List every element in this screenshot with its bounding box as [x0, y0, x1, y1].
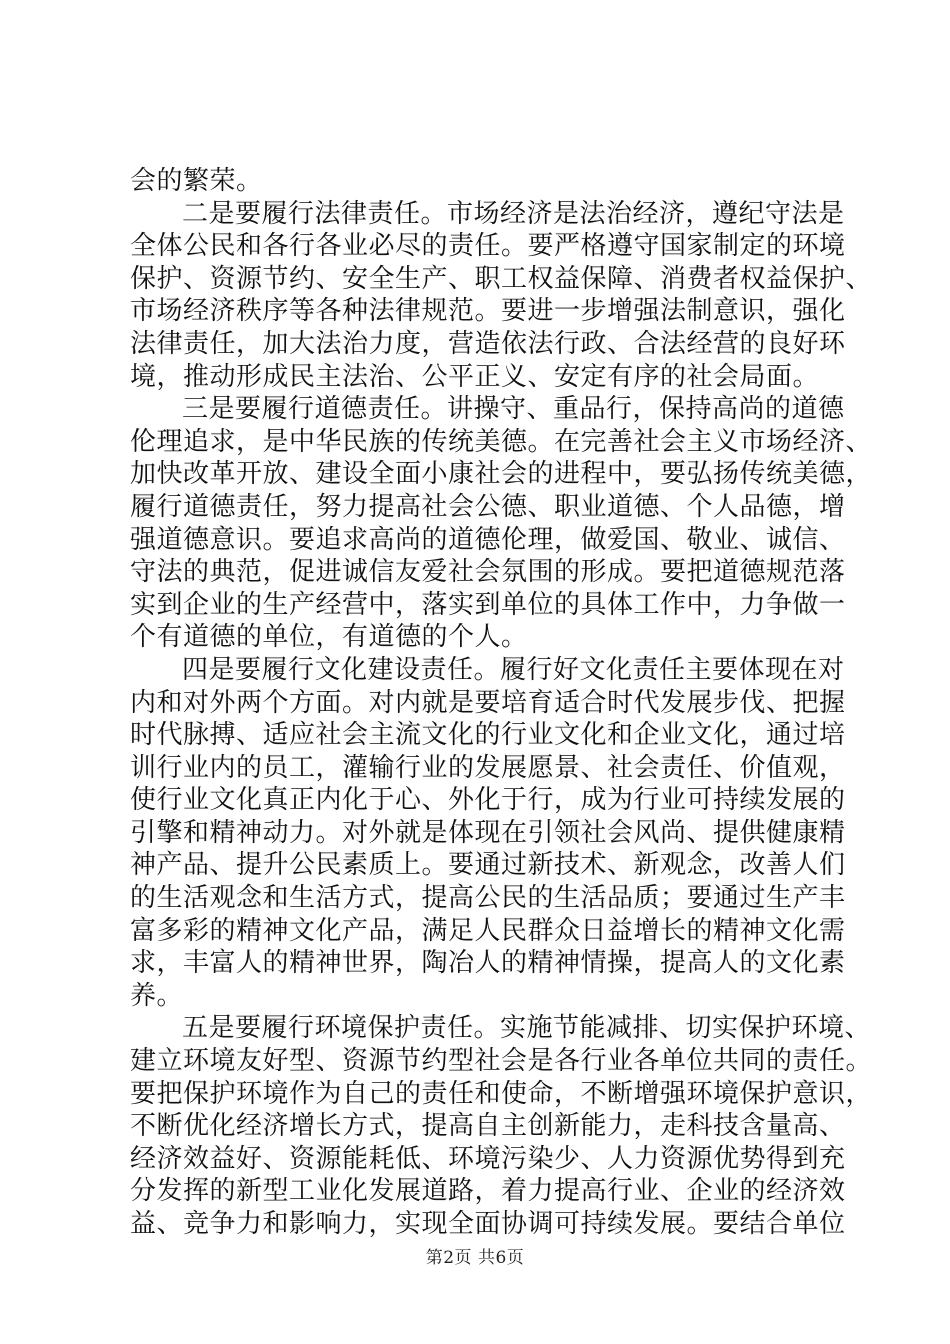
page-footer	[0, 1243, 950, 1268]
text-line: 会的繁荣。	[130, 166, 263, 196]
text-line: 内和对外两个方面。对内就是要培育适合时代发展步伐、把握	[130, 687, 846, 718]
text-line: 养。	[130, 980, 184, 1011]
text-line: 境，推动形成民主法治、公平正义、安定有序的社会局面。	[130, 361, 820, 392]
text-line: 市场经济秩序等各种法律规范。要进一步增强法制意识，强化	[130, 296, 846, 327]
text-line: 加快改革开放、建设全面小康社会的进程中，要弘扬传统美德，	[130, 459, 873, 490]
text-line: 求，丰富人的精神世界，陶冶人的精神情操，提高人的文化素	[130, 948, 846, 979]
text-line: 三是要履行道德责任。讲操守、重品行，保持高尚的道德	[182, 394, 845, 425]
text-line: 不断优化经济增长方式，提高自主创新能力，走科技含量高、	[130, 1111, 846, 1142]
page-number-label: 第2页 共6页	[425, 1248, 525, 1268]
text-line: 实到企业的生产经营中，落实到单位的具体工作中，力争做一	[130, 589, 846, 620]
text-line: 的生活观念和生活方式，提高公民的生活品质；要通过生产丰	[130, 883, 846, 914]
text-line: 强道德意识。要追求高尚的道德伦理，做爱国、敬业、诚信、	[130, 524, 846, 555]
text-line: 守法的典范，促进诚信友爱社会氛围的形成。要把道德规范落	[130, 557, 846, 588]
text-line: 经济效益好、资源能耗低、环境污染少、人力资源优势得到充	[130, 1143, 846, 1174]
text-line: 个有道德的单位，有道德的个人。	[130, 622, 528, 653]
text-line: 使行业文化真正内化于心、外化于行，成为行业可持续发展的	[130, 785, 846, 816]
text-line: 分发挥的新型工业化发展道路，着力提高行业、企业的经济效	[130, 1176, 846, 1207]
document-body	[130, 165, 873, 1241]
text-line: 建立环境友好型、资源节约型社会是各行业各单位共同的责任。	[130, 1046, 873, 1077]
text-line: 履行道德责任，努力提高社会公德、职业道德、个人品德，增	[130, 491, 846, 522]
text-line: 法律责任，加大法治力度，营造依法行政、合法经营的良好环	[130, 328, 846, 359]
text-line: 富多彩的精神文化产品，满足人民群众日益增长的精神文化需	[130, 915, 846, 946]
text-line: 益、竞争力和影响力，实现全面协调可持续发展。要结合单位	[130, 1209, 846, 1239]
text-line: 引擎和精神动力。对外就是体现在引领社会风尚、提供健康精	[130, 817, 846, 848]
text-line: 五是要履行环境保护责任。实施节能减排、切实保护环境、	[182, 1013, 872, 1044]
text-line: 二是要履行法律责任。市场经济是法治经济，遵纪守法是	[182, 198, 845, 229]
text-line: 神产品、提升公民素质上。要通过新技术、新观念，改善人们	[130, 850, 846, 881]
text-line: 全体公民和各行各业必尽的责任。要严格遵守国家制定的环境	[130, 231, 846, 262]
text-line: 时代脉搏、适应社会主流文化的行业文化和企业文化，通过培	[130, 720, 846, 751]
text-line: 伦理追求，是中华民族的传统美德。在完善社会主义市场经济、	[130, 426, 873, 457]
text-line: 要把保护环境作为自己的责任和使命，不断增强环境保护意识，	[130, 1078, 873, 1109]
text-line: 四是要履行文化建设责任。履行好文化责任主要体现在对	[182, 654, 845, 685]
text-line: 保护、资源节约、安全生产、职工权益保障、消费者权益保护、	[130, 263, 873, 294]
text-line: 训行业内的员工，灌输行业的发展愿景、社会责任、价值观，	[130, 752, 846, 783]
